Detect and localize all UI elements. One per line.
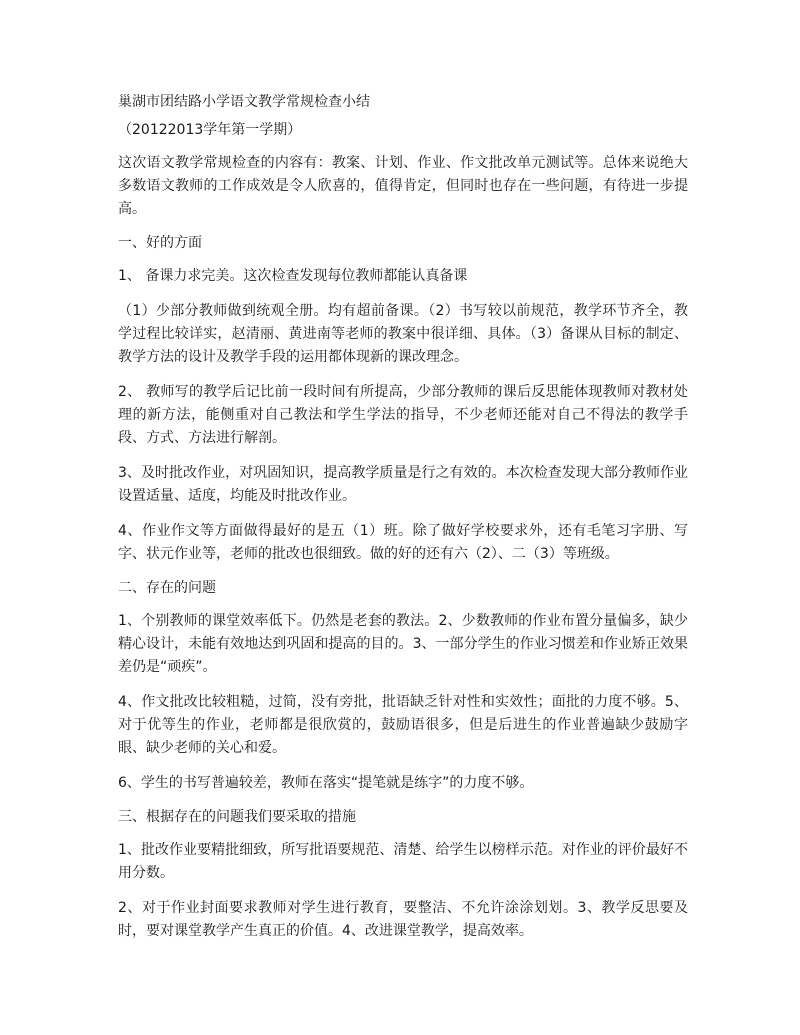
document-subtitle: （20122013学年第一学期） — [118, 122, 302, 138]
strengths-paragraph-2: （1）少部分教师做到统观全册。均有超前备课。（2）书写较以前规范，教学环节齐全，教学过程比较详实，赵清丽、黄进南等老师的教案中很详细、具体。（3）备课从目标的制定、教学方法的设计及教学手段的运用都体现新的课改理念。 — [118, 303, 688, 365]
strengths-paragraph-5: 4、作业作文等方面做得最好的是五（1）班。除了做好学校要求外，还有毛笔习字册、写字、状元作业等，老师的批改也很细致。做的好的还有六（2）、二（3）等班级。 — [118, 523, 688, 562]
problems-paragraph-3: 6、学生的书写普遍较差，教师在落实“提笔就是练字”的力度不够。 — [118, 775, 534, 791]
section-heading-problems: 二、存在的问题 — [118, 580, 216, 596]
strengths-paragraph-4: 3、及时批改作业，对巩固知识，提高教学质量是行之有效的。本次检查发现大部分教师作业设置适量、适度，均能及时批改作业。 — [118, 465, 688, 504]
problems-paragraph-2: 4、作文批改比较粗糙，过简，没有旁批，批语缺乏针对性和实效性；面批的力度不够。5、对于优等生的作业，老师都是很欣赏的，鼓励语很多，但是后进生的作业普遍缺少鼓励字眼、缺少老师的关心和爱。 — [118, 694, 688, 756]
problems-paragraph-1: 1、个别教师的课堂效率低下。仍然是老套的教法。2、少数教师的作业布置分量偏多，缺少精心设计，未能有效地达到巩固和提高的目的。3、一部分学生的作业习惯差和作业矫正效果差仍是“顽疾”。 — [118, 613, 688, 675]
measures-paragraph-2: 2、对于作业封面要求教师对学生进行教育，要整洁、不允许涂涂划划。3、教学反思要及时，要对课堂教学产生真正的价值。4、改进课堂教学，提高效率。 — [118, 900, 688, 939]
document-title: 巢湖市团结路小学语文教学常规检查小结 — [118, 94, 370, 110]
measures-paragraph-1: 1、批改作业要精批细致，所写批语要规范、清楚、给学生以榜样示范。对作业的评价最好不用分数。 — [118, 842, 688, 881]
strengths-paragraph-1: 1、 备课力求完美。这次检查发现每位教师都能认真备课 — [118, 268, 468, 284]
section-heading-strengths: 一、好的方面 — [118, 235, 202, 251]
section-heading-measures: 三、根据存在的问题我们要采取的措施 — [118, 809, 356, 825]
strengths-paragraph-3: 2、 教师写的教学后记比前一段时间有所提高，少部分教师的课后反思能体现教师对教材处理的新方法，能侧重对自己教法和学生学法的指导，不少老师还能对自己不得法的教学手段、方式、方法进行解剖。 — [118, 384, 688, 446]
document-body — [118, 92, 688, 955]
intro-paragraph: 这次语文教学常规检查的内容有：教案、计划、作业、作文批改单元测试等。总体来说绝大多数语文教师的工作成效是令人欣喜的，值得肯定，但同时也存在一些问题，有待进一步提高。 — [118, 155, 688, 217]
